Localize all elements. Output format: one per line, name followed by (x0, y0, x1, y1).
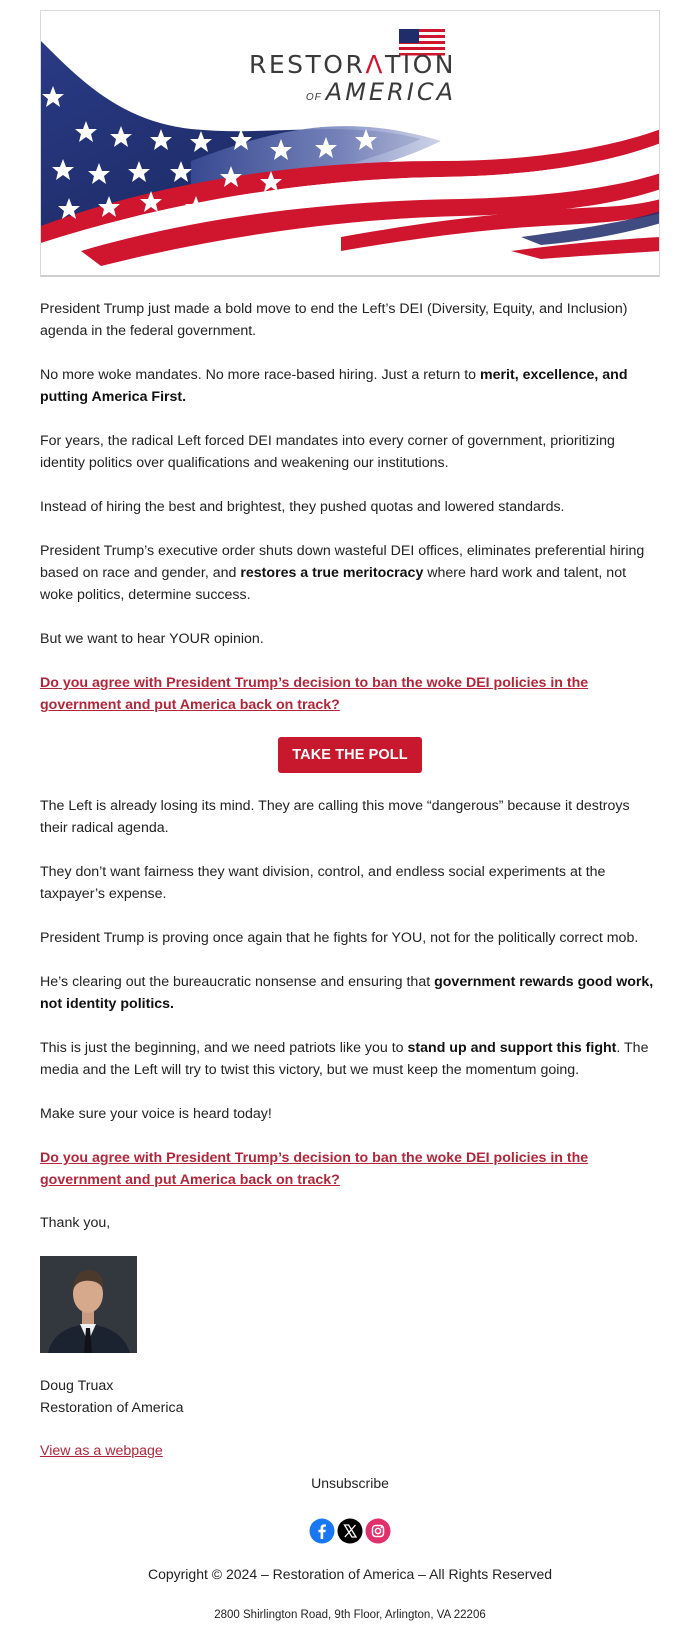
paragraph-10-text: He’s clearing out the bureaucratic nonsense and ensuring that (40, 974, 435, 990)
paragraph-10 (40, 971, 660, 1015)
paragraph-8: They don’t want fairness they want division, control, and endless social experiments at the taxpayer’s expense. (40, 864, 606, 902)
poll-link[interactable]: Do you agree with President Trump’s decision to ban the woke DEI policies in the government and put America back on track? (40, 675, 589, 713)
paragraph-11 (40, 1037, 660, 1081)
paragraph-5 (40, 540, 660, 606)
view-as-webpage-link[interactable]: View as a webpage (40, 1443, 163, 1459)
paragraph-intro: President Trump just made a bold move to end the Left’s DEI (Diversity, Equity, and Inclusion) agenda in the federal government. (40, 301, 628, 339)
copyright-text: Copyright © 2024 – Restoration of America – All Rights Reserved (147, 1566, 553, 1582)
paragraph-11-text-a: This is just the beginning, and we need patriots like you to (40, 1040, 408, 1056)
logo-word-1b: TION (384, 50, 456, 79)
paragraph-5-text-a: President Trump’s executive order shuts down wasteful DEI offices, eliminates preferential hiring based on race and gender, and (40, 543, 645, 581)
paragraph-3: For years, the radical Left forced DEI mandates into every corner of government, prioritizing identity politics over qualifications and weakening our institutions. (40, 433, 615, 471)
paragraph-7: The Left is already losing its mind. They are calling this move “dangerous” because it destroys their radical agenda. (40, 798, 630, 836)
instagram-icon[interactable] (365, 1518, 391, 1544)
restoration-of-america-logo (246, 51, 456, 111)
signature-block (40, 1375, 660, 1419)
thank-you-text: Thank you, (40, 1215, 111, 1231)
header-banner (40, 10, 660, 277)
signer-photo (40, 1256, 137, 1353)
poll-link-2[interactable]: Do you agree with President Trump’s decision to ban the woke DEI policies in the government and put America back on track? (40, 1150, 589, 1188)
logo-accent-letter: Λ (365, 50, 385, 79)
paragraph-11-text-c: . The media and the Left will try to twist this victory, but we must keep the momentum going. (40, 1040, 649, 1078)
paragraph-4: Instead of hiring the best and brightest, they pushed quotas and lowered standards. (40, 499, 565, 515)
poll-button-row (40, 737, 660, 773)
paragraph-5-text-c: where hard work and talent, not woke politics, determine success. (40, 565, 627, 603)
facebook-icon[interactable] (309, 1518, 335, 1544)
social-icons-row (0, 1518, 700, 1544)
signer-organization: Restoration of America (40, 1400, 184, 1416)
paragraph-6: But we want to hear YOUR opinion. (40, 631, 264, 647)
logo-of: OF (305, 92, 322, 103)
paragraph-2 (40, 364, 660, 408)
take-the-poll-button[interactable]: TAKE THE POLL (278, 737, 421, 773)
paragraph-5-bold: restores a true meritocracy (240, 565, 424, 581)
logo-word-1a: RESTOR (249, 50, 366, 79)
logo-america: AMERICA (325, 78, 456, 106)
paragraph-2-bold: merit, excellence, and putting America First. (40, 367, 628, 405)
paragraph-12: Make sure your voice is heard today! (40, 1106, 272, 1122)
x-icon[interactable] (337, 1518, 363, 1544)
paragraph-9: President Trump is proving once again that he fights for YOU, not for the politically correct mob. (40, 930, 639, 946)
unsubscribe-link[interactable]: Unsubscribe (311, 1475, 389, 1491)
email-body (40, 298, 660, 1462)
mailing-address: 2800 Shirlington Road, 9th Floor, Arlington, VA 22206 (214, 1609, 486, 1621)
paragraph-2-text: No more woke mandates. No more race-based hiring. Just a return to (40, 367, 481, 383)
paragraph-10-bold: government rewards good work, not identity politics. (40, 974, 654, 1012)
signer-name: Doug Truax (40, 1378, 114, 1394)
paragraph-11-bold: stand up and support this fight (407, 1040, 617, 1056)
